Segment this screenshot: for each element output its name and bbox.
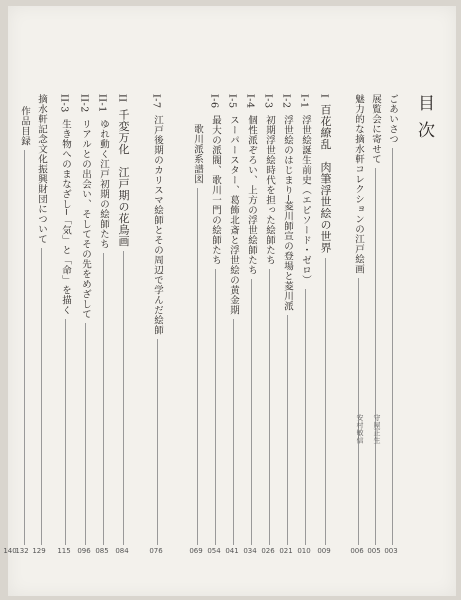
toc-entry-label: ごあいさつ	[387, 94, 398, 144]
toc-entry	[16, 106, 32, 549]
page-title: 目次	[414, 94, 434, 148]
toc-author: 安村敏信	[356, 414, 364, 444]
toc-entry-label: スーパースター、葛飾北斎と浮世絵の黄金期	[228, 114, 239, 315]
toc-entry-number: I-3	[262, 94, 274, 109]
toc-entry-label: リアルとの出会い、そしてその先をめざして	[80, 118, 91, 319]
toc-entry-label: 生き物へのまなざし─「気」と「命」を描く	[60, 118, 71, 315]
toc-leader	[123, 251, 124, 545]
toc-page-number: 085	[95, 547, 109, 555]
toc-leader	[65, 319, 66, 545]
toc-entry	[33, 94, 49, 549]
toc-entry-label: 江戸後期のカリスマ絵師とその周辺で学んだ絵師	[152, 114, 163, 335]
toc-entry	[225, 94, 241, 549]
toc-entry	[297, 94, 313, 549]
toc-page-number: 026	[261, 547, 275, 555]
toc-author: 守屋正生	[373, 414, 381, 444]
toc-leader	[215, 269, 216, 545]
toc-entry-number: II-3	[58, 94, 70, 113]
toc-leader	[103, 253, 104, 545]
page	[3, 6, 456, 596]
toc-page-number: 054	[207, 547, 221, 555]
toc-page-number: 041	[225, 547, 239, 555]
toc-page-number: 076	[149, 547, 163, 555]
toc-page-number: 006	[350, 547, 364, 555]
toc-entry-label: 摘水軒記念文化振興財団について	[36, 94, 47, 244]
toc-leader	[41, 248, 42, 545]
toc-entry	[207, 94, 223, 549]
toc-entry-label: 魅力的な摘水軒コレクションの江戸絵画	[353, 94, 364, 274]
toc-leader	[269, 269, 270, 545]
toc-leader	[325, 258, 326, 545]
toc-entry	[279, 94, 295, 549]
toc-entry-number: II-1	[96, 94, 108, 113]
toc-page-number: 005	[367, 547, 381, 555]
toc-entry-label: 初期浮世絵時代を担った絵師たち	[264, 114, 275, 265]
toc-entry	[317, 94, 333, 549]
toc-entry-number: I-7	[150, 94, 162, 109]
toc-entry-label: 個性派ぞろい、上方の浮世絵師たち	[246, 114, 257, 275]
toc-leader	[197, 188, 198, 545]
toc-page-number: 115	[57, 547, 71, 555]
toc-entry	[367, 94, 383, 549]
toc-entry	[115, 94, 131, 549]
toc-entry-label: 最大の派閥、歌川一門の絵師たち	[210, 114, 221, 265]
toc-page-number: 009	[317, 547, 331, 555]
toc-leader	[157, 339, 158, 545]
toc-entry-number: I-6	[208, 94, 220, 109]
toc-leader	[392, 148, 393, 545]
toc-entry-number: I-1	[298, 94, 310, 109]
toc-page-number: 084	[115, 547, 129, 555]
toc-entry	[243, 94, 259, 549]
toc-entry	[149, 94, 165, 549]
toc-leader	[305, 289, 306, 545]
toc-entry	[384, 94, 400, 549]
toc-entry	[350, 94, 366, 549]
toc-entry-number: II-2	[78, 94, 90, 113]
toc-page-number: 003	[384, 547, 398, 555]
toc-page-number: 034	[243, 547, 257, 555]
toc-entry-label: 千変万化 江戸期の花鳥画	[117, 108, 130, 247]
toc-entry-number: I-4	[244, 94, 256, 109]
toc-entry-label: 歌川派系譜図	[192, 124, 203, 184]
toc-page-number: 129	[32, 547, 46, 555]
toc-entry	[261, 94, 277, 549]
toc-page-number: 140	[3, 547, 17, 555]
toc-page-number: 132	[15, 547, 29, 555]
toc-leader	[85, 323, 86, 545]
toc-entry-number: I-5	[226, 94, 238, 109]
toc-leader	[287, 315, 288, 545]
toc-entry-label: 百花繚乱 肉筆浮世絵の世界	[319, 104, 332, 254]
toc-page-number: 069	[189, 547, 203, 555]
toc-entry-number: II	[116, 94, 128, 103]
toc-entry-label: 浮世絵誕生前史（エピソード・ゼロ）	[300, 114, 311, 285]
toc-leader	[251, 279, 252, 545]
toc-page-number: 010	[297, 547, 311, 555]
toc-leader	[233, 319, 234, 545]
toc-entry-label: 浮世絵のはじまり─菱川師宣の登場と菱川派	[282, 114, 293, 311]
toc-entry	[57, 94, 73, 549]
toc-entry-number: I-2	[280, 94, 292, 109]
toc-entry	[189, 124, 205, 549]
toc-leader	[358, 278, 359, 545]
toc-entry	[95, 94, 111, 549]
toc-entry-label: 展覧会に寄せて	[370, 94, 381, 164]
toc-entry-label: 作品目録	[19, 106, 30, 146]
toc-leader	[375, 168, 376, 545]
toc-page-number: 096	[77, 547, 91, 555]
toc-leader	[24, 150, 25, 545]
toc-entry	[77, 94, 93, 549]
toc-entry-label: ゆれ動く江戸初期の絵師たち	[98, 118, 109, 249]
toc-page-number: 021	[279, 547, 293, 555]
toc-entry-number: I	[318, 94, 330, 99]
